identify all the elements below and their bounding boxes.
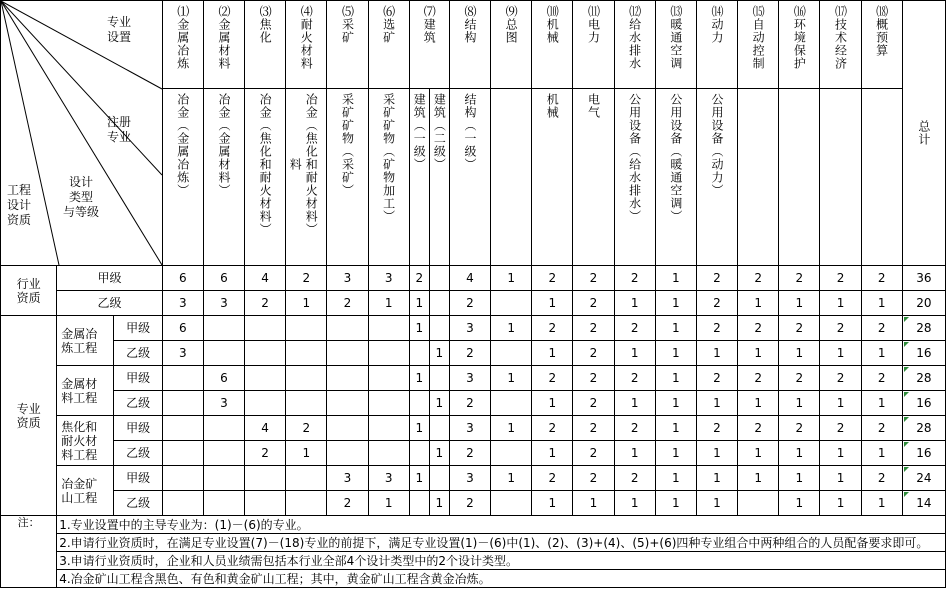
value-cell: 1 xyxy=(779,491,820,516)
specialty-grade: 甲级 xyxy=(114,466,162,491)
value-cell: 3 xyxy=(327,466,368,491)
value-cell: 1 xyxy=(368,491,409,516)
registered-specialty-1: 冶金（金属材料） xyxy=(203,89,244,266)
value-cell: 2 xyxy=(573,266,614,291)
corner-label-qualification: 工程 设计 资质 xyxy=(6,183,31,227)
value-cell: 1 xyxy=(738,391,779,416)
value-cell: 1 xyxy=(429,391,449,416)
value-cell xyxy=(327,441,368,466)
col-header-2: ⑶ 焦化 xyxy=(245,1,286,89)
value-cell: 2 xyxy=(696,366,737,391)
value-cell: 3 xyxy=(368,466,409,491)
value-cell: 2 xyxy=(327,491,368,516)
total-cell: 20 xyxy=(902,291,945,316)
total-cell: 28 xyxy=(902,366,945,391)
value-cell: 6 xyxy=(162,316,203,341)
value-cell: 2 xyxy=(614,366,655,391)
registered-specialty-15 xyxy=(738,89,779,266)
value-cell: 1 xyxy=(696,341,737,366)
value-cell: 1 xyxy=(368,291,409,316)
value-cell xyxy=(203,441,244,466)
value-cell: 1 xyxy=(491,466,532,491)
value-cell xyxy=(368,366,409,391)
value-cell: 1 xyxy=(820,441,861,466)
value-cell: 1 xyxy=(655,341,696,366)
value-cell: 1 xyxy=(655,466,696,491)
value-cell: 2 xyxy=(286,266,327,291)
value-cell: 1 xyxy=(491,266,532,291)
specialty-qualification-label: 专业 资质 xyxy=(1,316,57,516)
col-header-17: ⒄ 技术经济 xyxy=(820,1,861,89)
value-cell: 1 xyxy=(861,491,902,516)
col-header-jianzhu: ⑺ 建筑 xyxy=(409,1,449,89)
col-header-0: ⑴ 金属冶炼 xyxy=(162,1,203,89)
value-cell: 1 xyxy=(491,416,532,441)
value-cell: 1 xyxy=(696,391,737,416)
industry-grade-1: 乙级 xyxy=(57,291,162,316)
total-cell: 14 xyxy=(902,491,945,516)
registered-specialty-8: 结构（一级） xyxy=(449,89,490,266)
industry-qualification-label: 行业 资质 xyxy=(1,266,57,316)
specialty-grade: 甲级 xyxy=(114,366,162,391)
value-cell: 1 xyxy=(820,391,861,416)
value-cell: 1 xyxy=(738,341,779,366)
value-cell: 1 xyxy=(573,491,614,516)
total-cell: 16 xyxy=(902,391,945,416)
value-cell: 1 xyxy=(286,291,327,316)
value-cell: 2 xyxy=(532,366,573,391)
value-cell xyxy=(286,316,327,341)
value-cell xyxy=(203,341,244,366)
value-cell xyxy=(245,341,286,366)
value-cell: 1 xyxy=(655,491,696,516)
registered-specialty-13: 公用设备（暖通空调） xyxy=(655,89,696,266)
value-cell: 2 xyxy=(614,466,655,491)
registered-specialty-16 xyxy=(779,89,820,266)
value-cell: 2 xyxy=(532,316,573,341)
value-cell xyxy=(162,366,203,391)
col-header-15: ⒂ 自动控制 xyxy=(738,1,779,89)
value-cell: 1 xyxy=(655,441,696,466)
value-cell: 2 xyxy=(820,366,861,391)
value-cell: 1 xyxy=(429,341,449,366)
specialty-grade: 甲级 xyxy=(114,316,162,341)
value-cell: 1 xyxy=(614,391,655,416)
value-cell: 4 xyxy=(245,416,286,441)
value-cell xyxy=(286,366,327,391)
value-cell: 3 xyxy=(449,466,490,491)
col-header-total: 总计 xyxy=(902,1,945,266)
registered-specialty-10: 机械 xyxy=(532,89,573,266)
value-cell xyxy=(162,416,203,441)
col-header-14: ⒁ 动力 xyxy=(696,1,737,89)
registered-specialty-18 xyxy=(861,89,902,266)
value-cell: 1 xyxy=(409,366,429,391)
registered-specialty-7: 建筑（二级） xyxy=(429,89,449,266)
value-cell xyxy=(327,316,368,341)
value-cell: 2 xyxy=(286,416,327,441)
design-type-name: 冶金矿 山工程 xyxy=(57,466,114,516)
value-cell xyxy=(162,441,203,466)
value-cell: 1 xyxy=(861,291,902,316)
value-cell: 6 xyxy=(162,266,203,291)
value-cell: 2 xyxy=(409,266,429,291)
value-cell: 2 xyxy=(449,491,490,516)
value-cell: 3 xyxy=(203,291,244,316)
value-cell: 2 xyxy=(614,416,655,441)
value-cell: 1 xyxy=(779,291,820,316)
value-cell xyxy=(491,391,532,416)
value-cell: 2 xyxy=(820,316,861,341)
value-cell: 2 xyxy=(738,416,779,441)
value-cell: 1 xyxy=(491,316,532,341)
registered-specialty-17 xyxy=(820,89,861,266)
value-cell: 4 xyxy=(245,266,286,291)
design-type-name: 金属材 料工程 xyxy=(57,366,114,416)
specialty-grade: 乙级 xyxy=(114,491,162,516)
note-item-4: 4.冶金矿山工程含黑色、有色和黄金矿山工程；其中，黄金矿山工程含黄金冶炼。 xyxy=(57,570,946,588)
value-cell: 2 xyxy=(573,341,614,366)
value-cell xyxy=(491,441,532,466)
value-cell: 1 xyxy=(655,416,696,441)
registered-specialty-14: 公用设备（动力） xyxy=(696,89,737,266)
value-cell: 2 xyxy=(532,416,573,441)
design-type-name: 金属冶 炼工程 xyxy=(57,316,114,366)
value-cell xyxy=(327,391,368,416)
specialty-grade: 乙级 xyxy=(114,391,162,416)
value-cell: 1 xyxy=(286,441,327,466)
value-cell xyxy=(245,466,286,491)
value-cell: 3 xyxy=(368,266,409,291)
value-cell xyxy=(245,391,286,416)
value-cell: 2 xyxy=(779,366,820,391)
registered-specialty-5: 采矿矿物（矿物加工） xyxy=(368,89,409,266)
note-item-1: 1.专业设置中的主导专业为：(1)－(6)的专业。 xyxy=(57,516,946,534)
notes-label: 注： xyxy=(1,516,57,588)
value-cell xyxy=(245,316,286,341)
value-cell xyxy=(368,316,409,341)
total-cell: 28 xyxy=(902,316,945,341)
value-cell xyxy=(368,341,409,366)
value-cell: 1 xyxy=(614,291,655,316)
value-cell: 2 xyxy=(573,441,614,466)
value-cell: 2 xyxy=(738,366,779,391)
value-cell xyxy=(203,491,244,516)
value-cell: 3 xyxy=(327,266,368,291)
value-cell xyxy=(286,341,327,366)
value-cell: 3 xyxy=(203,391,244,416)
value-cell: 2 xyxy=(779,266,820,291)
value-cell: 3 xyxy=(449,366,490,391)
value-cell xyxy=(409,341,429,366)
col-header-18: ⒅ 概预算 xyxy=(861,1,902,89)
value-cell xyxy=(491,341,532,366)
value-cell xyxy=(286,466,327,491)
value-cell xyxy=(203,316,244,341)
value-cell: 1 xyxy=(696,466,737,491)
value-cell xyxy=(429,466,449,491)
value-cell xyxy=(491,291,532,316)
value-cell: 2 xyxy=(327,291,368,316)
value-cell xyxy=(738,491,779,516)
value-cell xyxy=(429,366,449,391)
col-header-3: ⑷ 耐火材料 xyxy=(286,1,327,89)
value-cell: 2 xyxy=(245,291,286,316)
value-cell: 1 xyxy=(614,441,655,466)
value-cell xyxy=(368,391,409,416)
note-item-3: 3.申请行业资质时，企业和人员业绩需包括本行业全部4个设计类型中的2个设计类型。 xyxy=(57,552,946,570)
corner-label-registered: 注册 专业 xyxy=(106,115,131,144)
value-cell: 1 xyxy=(532,341,573,366)
col-header-11: ⑾ 电力 xyxy=(573,1,614,89)
value-cell: 1 xyxy=(491,366,532,391)
header-corner-cell xyxy=(1,1,163,266)
value-cell: 2 xyxy=(573,466,614,491)
value-cell: 2 xyxy=(573,416,614,441)
value-cell xyxy=(327,366,368,391)
value-cell: 1 xyxy=(532,291,573,316)
registered-specialty-6: 建筑（一级） xyxy=(409,89,429,266)
value-cell: 1 xyxy=(696,491,737,516)
value-cell: 1 xyxy=(409,466,429,491)
value-cell: 2 xyxy=(820,266,861,291)
value-cell: 2 xyxy=(861,466,902,491)
value-cell: 2 xyxy=(449,291,490,316)
value-cell: 1 xyxy=(738,466,779,491)
value-cell: 2 xyxy=(245,441,286,466)
total-cell: 24 xyxy=(902,466,945,491)
value-cell: 1 xyxy=(409,416,429,441)
value-cell xyxy=(368,441,409,466)
corner-label-design-type: 设计 类型 与等级 xyxy=(62,175,99,219)
value-cell: 2 xyxy=(861,316,902,341)
col-header-13: ⒀ 暖通空调 xyxy=(655,1,696,89)
value-cell: 1 xyxy=(779,466,820,491)
value-cell: 2 xyxy=(696,266,737,291)
value-cell xyxy=(409,391,429,416)
value-cell xyxy=(286,491,327,516)
value-cell: 2 xyxy=(449,441,490,466)
value-cell xyxy=(327,416,368,441)
value-cell: 3 xyxy=(449,416,490,441)
col-header-4: ⑸ 采矿 xyxy=(327,1,368,89)
value-cell: 1 xyxy=(614,341,655,366)
value-cell xyxy=(162,466,203,491)
industry-grade-0: 甲级 xyxy=(57,266,162,291)
value-cell: 1 xyxy=(655,366,696,391)
value-cell: 2 xyxy=(861,366,902,391)
value-cell: 1 xyxy=(655,291,696,316)
value-cell: 1 xyxy=(532,491,573,516)
value-cell xyxy=(429,291,449,316)
value-cell: 1 xyxy=(820,341,861,366)
note-item-2: 2.申请行业资质时，在满足专业设置(7)－(18)专业的前提下，满足专业设置(1)－(6)中(1)、(2)、(3)+(4)、(5)+(6)四种专业组合中两种组合的人员配备要求即可。 xyxy=(57,534,946,552)
value-cell: 2 xyxy=(573,366,614,391)
col-header-10: ⑽ 机械 xyxy=(532,1,573,89)
value-cell xyxy=(429,266,449,291)
value-cell: 2 xyxy=(573,291,614,316)
value-cell: 2 xyxy=(779,316,820,341)
specialty-grade: 乙级 xyxy=(114,341,162,366)
col-header-8: ⑻ 结构 xyxy=(449,1,490,89)
value-cell: 1 xyxy=(532,391,573,416)
value-cell: 1 xyxy=(655,391,696,416)
value-cell: 2 xyxy=(820,416,861,441)
total-cell: 28 xyxy=(902,416,945,441)
value-cell: 6 xyxy=(203,366,244,391)
value-cell xyxy=(429,416,449,441)
value-cell: 2 xyxy=(614,266,655,291)
total-cell: 36 xyxy=(902,266,945,291)
value-cell xyxy=(245,366,286,391)
registered-specialty-3: 料 冶金（焦化和耐火材料） xyxy=(286,89,327,266)
value-cell: 2 xyxy=(573,316,614,341)
design-type-name: 焦化和 耐火材 料工程 xyxy=(57,416,114,466)
value-cell xyxy=(162,391,203,416)
value-cell: 1 xyxy=(820,491,861,516)
value-cell: 1 xyxy=(779,341,820,366)
value-cell: 1 xyxy=(861,391,902,416)
value-cell: 2 xyxy=(779,416,820,441)
value-cell: 1 xyxy=(779,391,820,416)
value-cell: 2 xyxy=(573,391,614,416)
registered-specialty-2: 冶金（焦化和耐火材料） xyxy=(245,89,286,266)
value-cell xyxy=(429,316,449,341)
value-cell xyxy=(491,491,532,516)
value-cell: 2 xyxy=(696,316,737,341)
value-cell xyxy=(203,416,244,441)
value-cell: 3 xyxy=(449,316,490,341)
total-cell: 16 xyxy=(902,441,945,466)
value-cell: 1 xyxy=(861,441,902,466)
value-cell: 2 xyxy=(532,466,573,491)
value-cell: 1 xyxy=(409,316,429,341)
value-cell: 1 xyxy=(779,441,820,466)
value-cell: 2 xyxy=(449,341,490,366)
value-cell xyxy=(368,416,409,441)
registered-specialty-9 xyxy=(491,89,532,266)
col-header-1: ⑵ 金属材料 xyxy=(203,1,244,89)
value-cell: 1 xyxy=(429,441,449,466)
value-cell: 1 xyxy=(655,266,696,291)
value-cell: 1 xyxy=(409,291,429,316)
value-cell xyxy=(245,491,286,516)
registered-specialty-4: 采矿矿物（采矿） xyxy=(327,89,368,266)
value-cell: 1 xyxy=(655,316,696,341)
value-cell: 2 xyxy=(738,316,779,341)
registered-specialty-12: 公用设备（给水排水） xyxy=(614,89,655,266)
specialty-grade: 乙级 xyxy=(114,441,162,466)
value-cell xyxy=(203,466,244,491)
value-cell: 4 xyxy=(449,266,490,291)
value-cell xyxy=(286,391,327,416)
col-header-9: ⑼ 总图 xyxy=(491,1,532,89)
value-cell: 2 xyxy=(696,291,737,316)
value-cell: 1 xyxy=(861,341,902,366)
corner-label-specialty-setting: 专业 设置 xyxy=(106,15,131,44)
value-cell: 2 xyxy=(696,416,737,441)
value-cell xyxy=(327,341,368,366)
total-cell: 16 xyxy=(902,341,945,366)
value-cell xyxy=(162,491,203,516)
value-cell: 1 xyxy=(696,441,737,466)
registered-specialty-11: 电气 xyxy=(573,89,614,266)
value-cell: 1 xyxy=(820,466,861,491)
col-header-5: ⑹ 选矿 xyxy=(368,1,409,89)
value-cell: 2 xyxy=(861,266,902,291)
value-cell: 1 xyxy=(532,441,573,466)
value-cell: 1 xyxy=(738,441,779,466)
col-header-16: ⒃ 环境保护 xyxy=(779,1,820,89)
value-cell xyxy=(409,491,429,516)
value-cell: 1 xyxy=(429,491,449,516)
col-header-12: ⑿ 给水排水 xyxy=(614,1,655,89)
specialty-grade: 甲级 xyxy=(114,416,162,441)
value-cell: 2 xyxy=(861,416,902,441)
value-cell: 2 xyxy=(614,316,655,341)
value-cell: 3 xyxy=(162,341,203,366)
value-cell xyxy=(409,441,429,466)
value-cell: 1 xyxy=(614,491,655,516)
value-cell: 2 xyxy=(738,266,779,291)
value-cell: 1 xyxy=(738,291,779,316)
value-cell: 1 xyxy=(820,291,861,316)
value-cell: 3 xyxy=(162,291,203,316)
value-cell: 2 xyxy=(449,391,490,416)
value-cell: 6 xyxy=(203,266,244,291)
registered-specialty-0: 冶金（金属冶炼） xyxy=(162,89,203,266)
value-cell: 2 xyxy=(532,266,573,291)
